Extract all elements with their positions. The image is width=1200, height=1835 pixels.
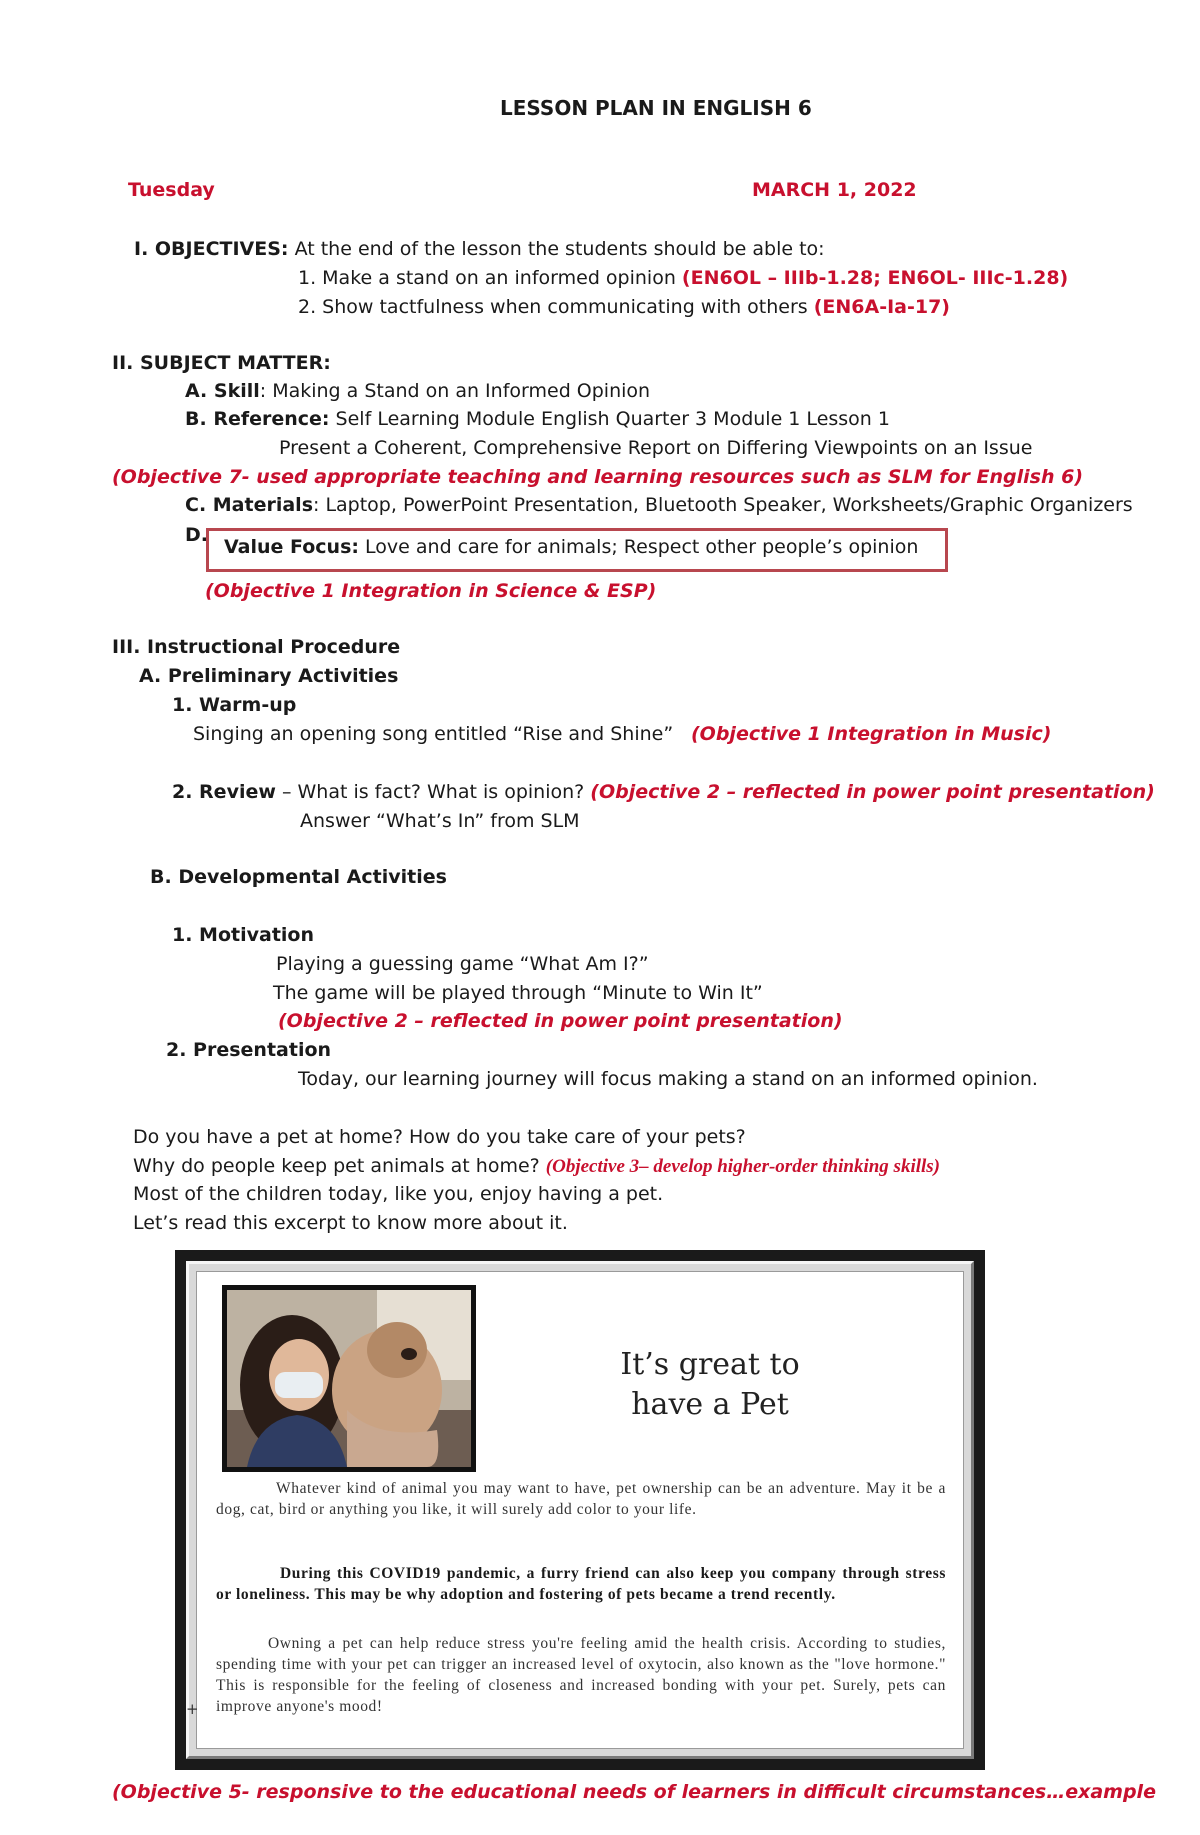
reference-line-2: Present a Coherent, Comprehensive Report on Differing Viewpoints on an Issue [279, 437, 1033, 459]
excerpt-title-line-2: have a Pet [631, 1387, 789, 1422]
review-line-2: Answer “What’s In” from SLM [300, 810, 580, 832]
question-line-3: Most of the children today, like you, enjoy having a pet. [133, 1183, 664, 1205]
question-line-2 [133, 1155, 940, 1178]
date-label: MARCH 1, 2022 [752, 179, 917, 201]
reference-line [185, 408, 890, 430]
presentation-text: Today, our learning journey will focus making a stand on an informed opinion. [298, 1068, 1038, 1090]
page-title: LESSON PLAN IN ENGLISH 6 [500, 96, 812, 120]
objective-item-2-code: (EN6A-Ia-17) [813, 296, 950, 318]
d-label: D. [185, 524, 208, 546]
day-label: Tuesday [128, 179, 215, 201]
excerpt-paragraph-2: During this COVID19 pandemic, a furry friend can also keep you company through stress or loneliness. This may be why adoption and fostering of pets became a trend recently. [216, 1565, 946, 1603]
reference-text: Self Learning Module English Quarter 3 Module 1 Lesson 1 [329, 408, 890, 430]
objectives-line [134, 238, 825, 260]
value-focus-line [224, 536, 918, 558]
motivation-label: 1. Motivation [172, 924, 314, 946]
objective-item-1-code: (EN6OL – IIIb-1.28; EN6OL- IIIc-1.28) [681, 267, 1069, 289]
preliminary-heading: A. Preliminary Activities [139, 665, 399, 687]
excerpt-paragraph-3: Owning a pet can help reduce stress you're feeling amid the health crisis. According to studies, spending time with your pet can trigger an increased level of oxytocin, also known as the "love hormone." This is responsible for the feeling of closeness and increased bonding with your pet. Surely, pets can improve anyone's mood! [216, 1635, 946, 1715]
review-label: 2. Review [172, 781, 276, 803]
objective-item-2-text: 2. Show tactfulness when communicating with others [298, 296, 814, 318]
warmup-text: Singing an opening song entitled “Rise and Shine” [193, 723, 674, 745]
photo-illustration [227, 1290, 471, 1467]
review-text: – What is fact? What is opinion? [275, 781, 591, 803]
plus-mark: + [186, 1700, 199, 1718]
skill-line [185, 380, 650, 402]
question-line-2-text: Why do people keep pet animals at home? [133, 1155, 546, 1177]
motivation-objective: (Objective 2 – reflected in power point presentation) [278, 1010, 843, 1032]
materials-text: : Laptop, PowerPoint Presentation, Bluetooth Speaker, Worksheets/Graphic Organizers [313, 494, 1133, 516]
value-focus-text: Love and care for animals; Respect other people’s opinion [359, 536, 919, 558]
warmup-objective: (Objective 1 Integration in Music) [691, 723, 1052, 745]
objectives-intro: At the end of the lesson the students should be able to: [294, 238, 825, 260]
value-focus-label: Value Focus: [224, 536, 359, 558]
warmup-label: 1. Warm-up [172, 694, 297, 716]
materials-label: C. Materials [185, 494, 313, 516]
developmental-heading: B. Developmental Activities [150, 866, 447, 888]
motivation-line-2: The game will be played through “Minute to Win It” [273, 982, 763, 1004]
objective-5-note: (Objective 5- responsive to the educational needs of learners in difficult circumstances…example [112, 1781, 1156, 1803]
presentation-label: 2. Presentation [166, 1039, 332, 1061]
skill-label: A. Skill [185, 380, 260, 402]
excerpt-paragraph-1: Whatever kind of animal you may want to have, pet ownership can be an adventure. May it be a dog, cat, bird or anything you like, it will surely add color to your life. [216, 1480, 946, 1518]
objective-item-1 [298, 267, 1068, 289]
procedure-heading: III. Instructional Procedure [112, 636, 401, 658]
review-line [172, 781, 1155, 803]
question-line-1: Do you have a pet at home? How do you take care of your pets? [133, 1126, 746, 1148]
question-line-4: Let’s read this excerpt to know more about it. [133, 1212, 568, 1234]
skill-text: : Making a Stand on an Informed Opinion [259, 380, 651, 402]
subject-matter-heading: II. SUBJECT MATTER: [112, 352, 331, 374]
girl-with-dog-photo [222, 1285, 476, 1472]
objective-item-1-text: 1. Make a stand on an informed opinion [298, 267, 682, 289]
objective-7-note: (Objective 7- used appropriate teaching and learning resources such as SLM for English 6) [112, 466, 1084, 488]
motivation-line-1: Playing a guessing game “What Am I?” [276, 953, 649, 975]
objective-item-2 [298, 296, 950, 318]
materials-line [185, 494, 1133, 516]
objectives-heading: I. OBJECTIVES: [134, 238, 289, 260]
excerpt-title [560, 1345, 860, 1425]
objective-3-note: (Objective 3– develop higher-order thinking skills) [545, 1156, 941, 1177]
review-objective: (Objective 2 – reflected in power point presentation) [590, 781, 1155, 803]
excerpt-title-line-1: It’s great to [620, 1347, 800, 1382]
objective-1-science-note: (Objective 1 Integration in Science & ESP) [205, 580, 657, 602]
reference-label: B. Reference: [185, 408, 330, 430]
